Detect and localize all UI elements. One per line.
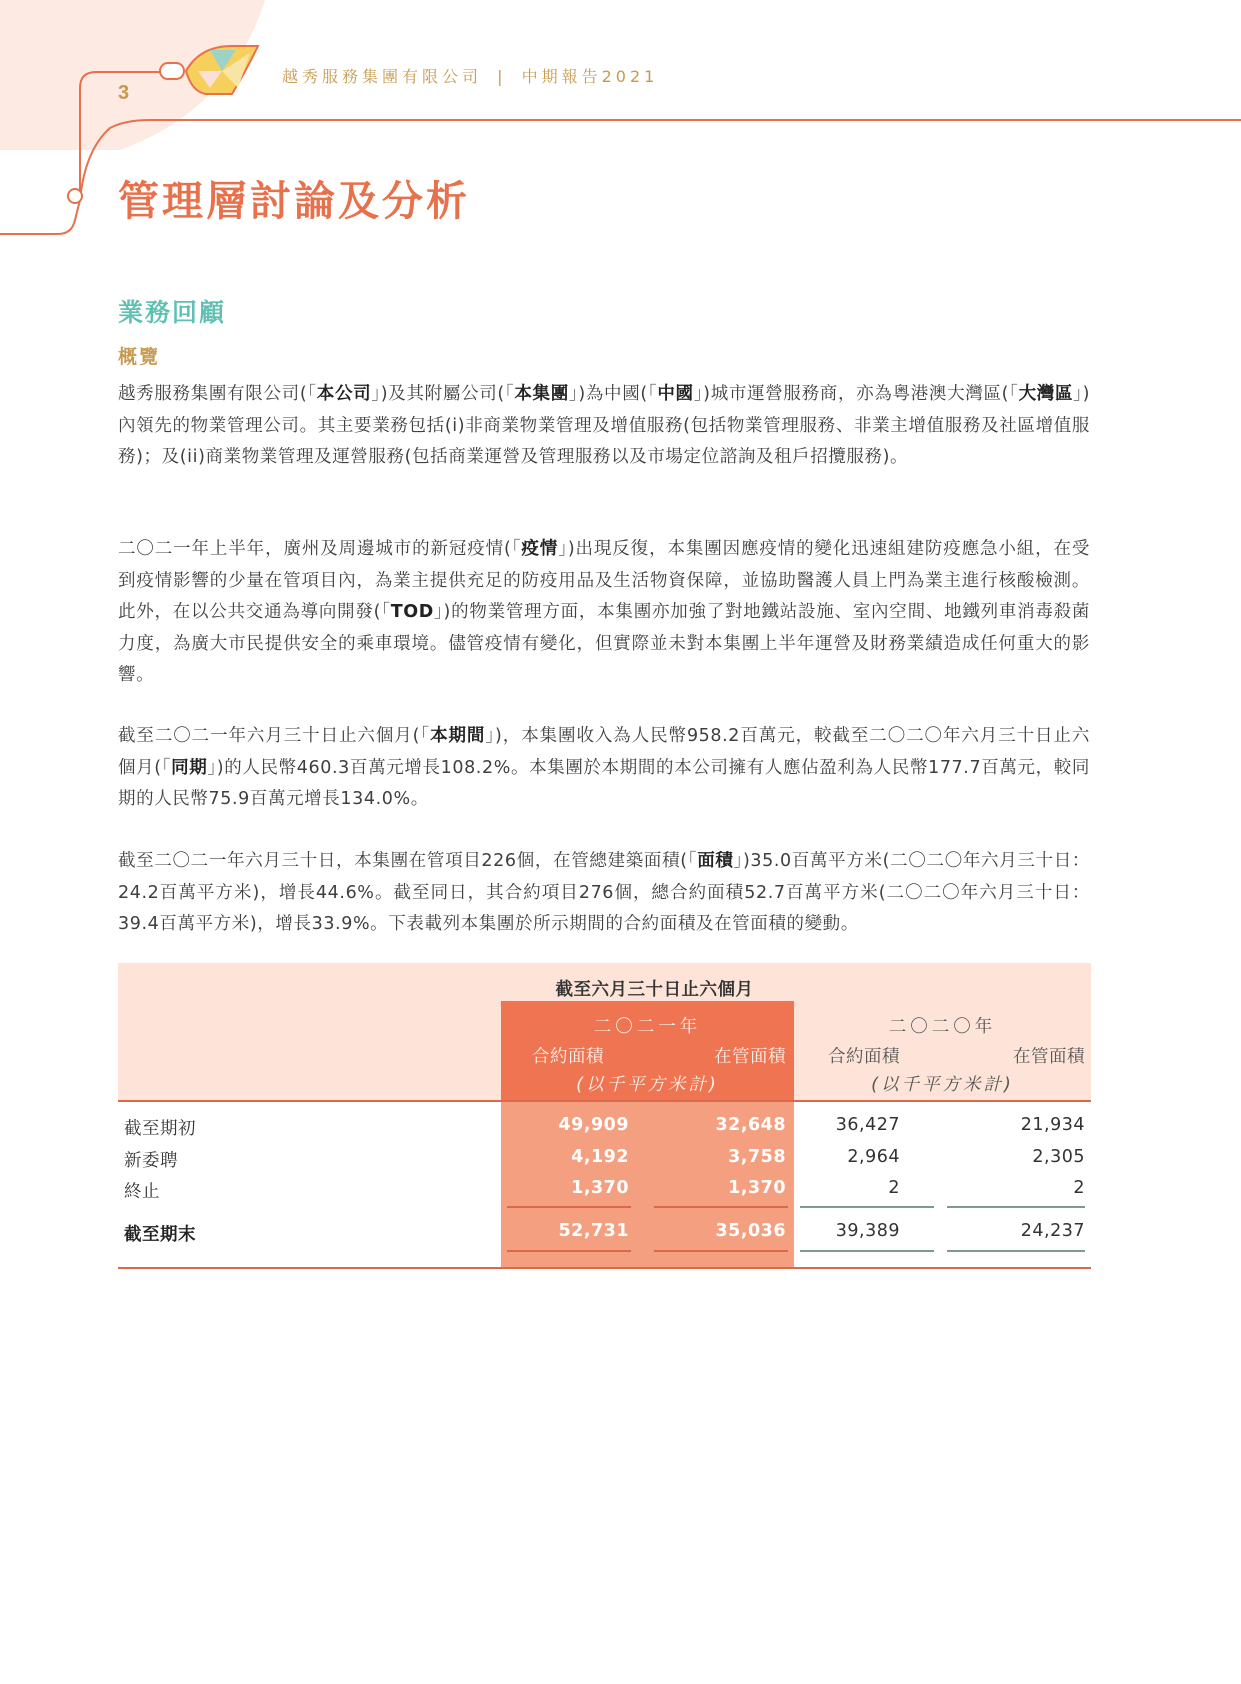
table-cell: 1,370	[728, 1178, 786, 1198]
table-cell: 21,934	[1020, 1115, 1085, 1135]
page-number: 3	[118, 82, 130, 104]
paragraph-revenue: 截至二〇二一年六月三十日止六個月(「本期間」)，本集團收入為人民幣958.2百萬元，較截至二〇二〇年六月三十日止六個月(「同期」)的人民幣460.3百萬元增長108.2%。本集團於本期間的本公司擁有人應佔盈利為人民幣177.7百萬元，較同期的人民幣75.9百萬元增長134.0%。	[118, 726, 1090, 809]
total-cell: 52,731	[558, 1221, 629, 1241]
table-cell: 32,648	[715, 1115, 786, 1135]
table-cell: 49,909	[558, 1115, 629, 1135]
section-title: 業務回顧	[118, 298, 227, 327]
table-cell: 1,370	[571, 1178, 629, 1198]
period-header: 截至六月三十日止六個月	[555, 980, 754, 1000]
table-cell: 2	[888, 1178, 900, 1198]
paragraph-overview: 越秀服務集團有限公司(「本公司」)及其附屬公司(「本集團」)為中國(「中國」)城市運營服務商，亦為粵港澳大灣區(「大灣區」)內領先的物業管理公司。其主要業務包括(i)非商業物業管理及增值服務(包括物業管理服務、非業主增值服務及社區增值服務)；及(ii)商業物業管理及運營服務(包括商業運營及管理服務以及市場定位諮詢及租戶招攬服務)。	[118, 384, 1091, 467]
column-header: 在管面積	[1013, 1047, 1085, 1067]
report-name: 中期報告2021	[521, 67, 659, 86]
line-pill-icon	[160, 63, 184, 79]
column-header: 合約面積	[532, 1047, 604, 1067]
report-header	[282, 64, 658, 87]
paragraph-area: 截至二〇二一年六月三十日，本集團在管項目226個，在管總建築面積(「面積」)35.0百萬平方米(二〇二〇年六月三十日：24.2百萬平方米)，增長44.6%。截至同日，其合約項目276個，總合約面積52.7百萬平方米(二〇二〇年六月三十日：39.4百萬平方米)，增長33.9%。下表載列本集團於所示期間的合約面積及在管面積的變動。	[118, 851, 1090, 934]
column-header: 合約面積	[828, 1047, 900, 1067]
subtotal-line	[800, 1206, 934, 1208]
table-cell: 2,305	[1032, 1147, 1085, 1167]
table-cell: 3,758	[728, 1147, 786, 1167]
total-line	[654, 1250, 788, 1252]
subtotal-line	[947, 1206, 1085, 1208]
company-name: 越秀服務集團有限公司	[282, 67, 483, 86]
column-header: 在管面積	[714, 1047, 786, 1067]
page-title: 管理層討論及分析	[118, 177, 470, 225]
table-rule-bottom	[118, 1267, 1091, 1269]
total-cell: 35,036	[715, 1221, 786, 1241]
unit-label: (以千平方米計)	[871, 1075, 1014, 1095]
subtotal-line	[654, 1206, 788, 1208]
total-cell: 24,237	[1020, 1221, 1085, 1241]
total-cell: 39,389	[835, 1221, 900, 1241]
area-table	[118, 963, 1091, 1269]
header-separator: |	[497, 67, 507, 86]
row-label: 截至期初	[124, 1119, 196, 1139]
line-node-icon	[68, 189, 82, 203]
table-rule-top	[118, 1100, 1091, 1102]
total-line	[507, 1250, 631, 1252]
paragraph-pandemic: 二〇二一年上半年，廣州及周邊城市的新冠疫情(「疫情」)出現反復，本集團因應疫情的變化迅速組建防疫應急小組，在受到疫情影響的少量在管項目內，為業主提供充足的防疫用品及生活物資保障，並協助醫護人員上門為業主進行核酸檢測。此外，在以公共交通為導向開發(「TOD」)的物業管理方面，本集團亦加強了對地鐵站設施、室內空間、地鐵列車消毒殺菌力度，為廣大市民提供安全的乘車環境。儘管疫情有變化，但實際並未對本集團上半年運營及財務業績造成任何重大的影響。	[118, 539, 1090, 685]
table-cell: 4,192	[571, 1147, 629, 1167]
row-label: 新委聘	[124, 1151, 178, 1171]
unit-label: (以千平方米計)	[576, 1075, 719, 1095]
year-2021-header: 二〇二一年	[593, 1017, 702, 1037]
row-label: 終止	[124, 1182, 160, 1202]
year-2020-header: 二〇二〇年	[888, 1017, 997, 1037]
table-cell: 2,964	[847, 1147, 900, 1167]
table-cell: 36,427	[835, 1115, 900, 1135]
total-line	[800, 1250, 934, 1252]
table-cell: 2	[1073, 1178, 1085, 1198]
sub-title: 概覽	[118, 346, 161, 368]
subtotal-line	[507, 1206, 631, 1208]
total-row-label: 截至期末	[124, 1225, 196, 1245]
total-line	[947, 1250, 1085, 1252]
